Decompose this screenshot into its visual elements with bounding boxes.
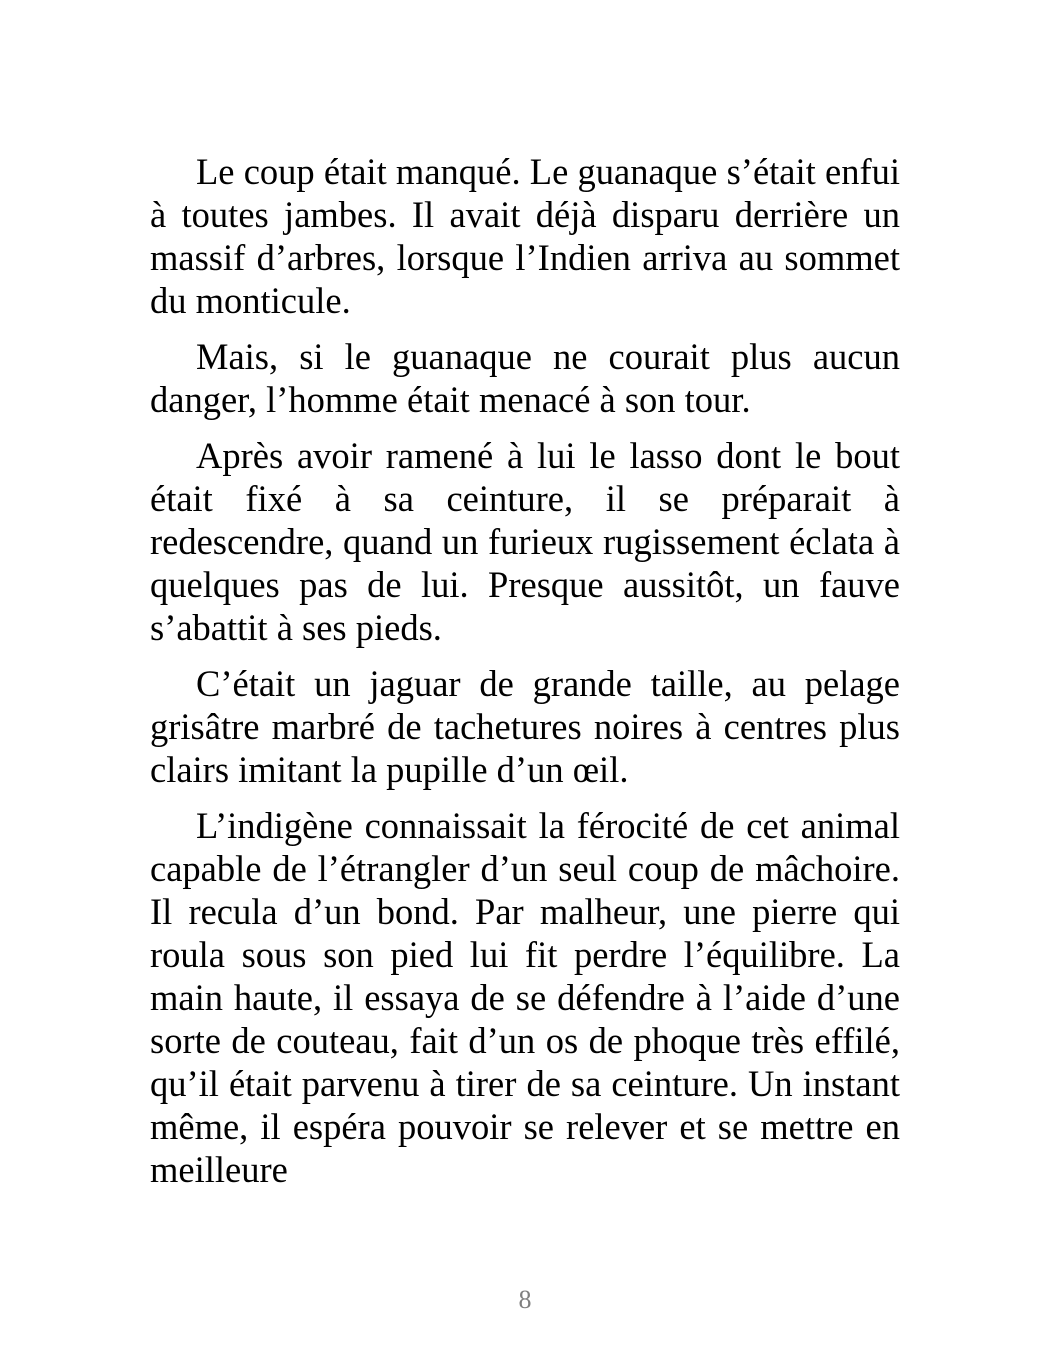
body-text [150, 150, 900, 1204]
page-number: 8 [518, 1285, 532, 1314]
paragraph-4: C’était un jaguar de grande taille, au pelage grisâtre marbré de tachetures noires à centres plus clairs imitant la pupille d’un œil. [150, 663, 900, 790]
paragraph-1: Le coup était manqué. Le guanaque s’était enfui à toutes jambes. Il avait déjà disparu derrière un massif d’arbres, lorsque l’Indien arriva au sommet du monticule. [150, 151, 900, 321]
paragraph-5: L’indigène connaissait la férocité de cet animal capable de l’étrangler d’un seul coup de mâchoire. Il recula d’un bond. Par malheur, une pierre qui roula sous son pied lui fit perdre l’équilibre. La main haute, il essaya de se défendre à l’aide d’une sorte de couteau, fait d’un os de phoque très effilé, qu’il était parvenu à tirer de sa ceinture. Un instant même, il espéra pouvoir se relever et se mettre en meilleure [150, 805, 900, 1190]
paragraph-3: Après avoir ramené à lui le lasso dont le bout était fixé à sa ceinture, il se préparait à redescendre, quand un furieux rugissement éclata à quelques pas de lui. Presque aussitôt, un fauve s’abattit à ses pieds. [150, 435, 900, 648]
paragraph-2: Mais, si le guanaque ne courait plus aucun danger, l’homme était menacé à son tour. [150, 336, 900, 420]
